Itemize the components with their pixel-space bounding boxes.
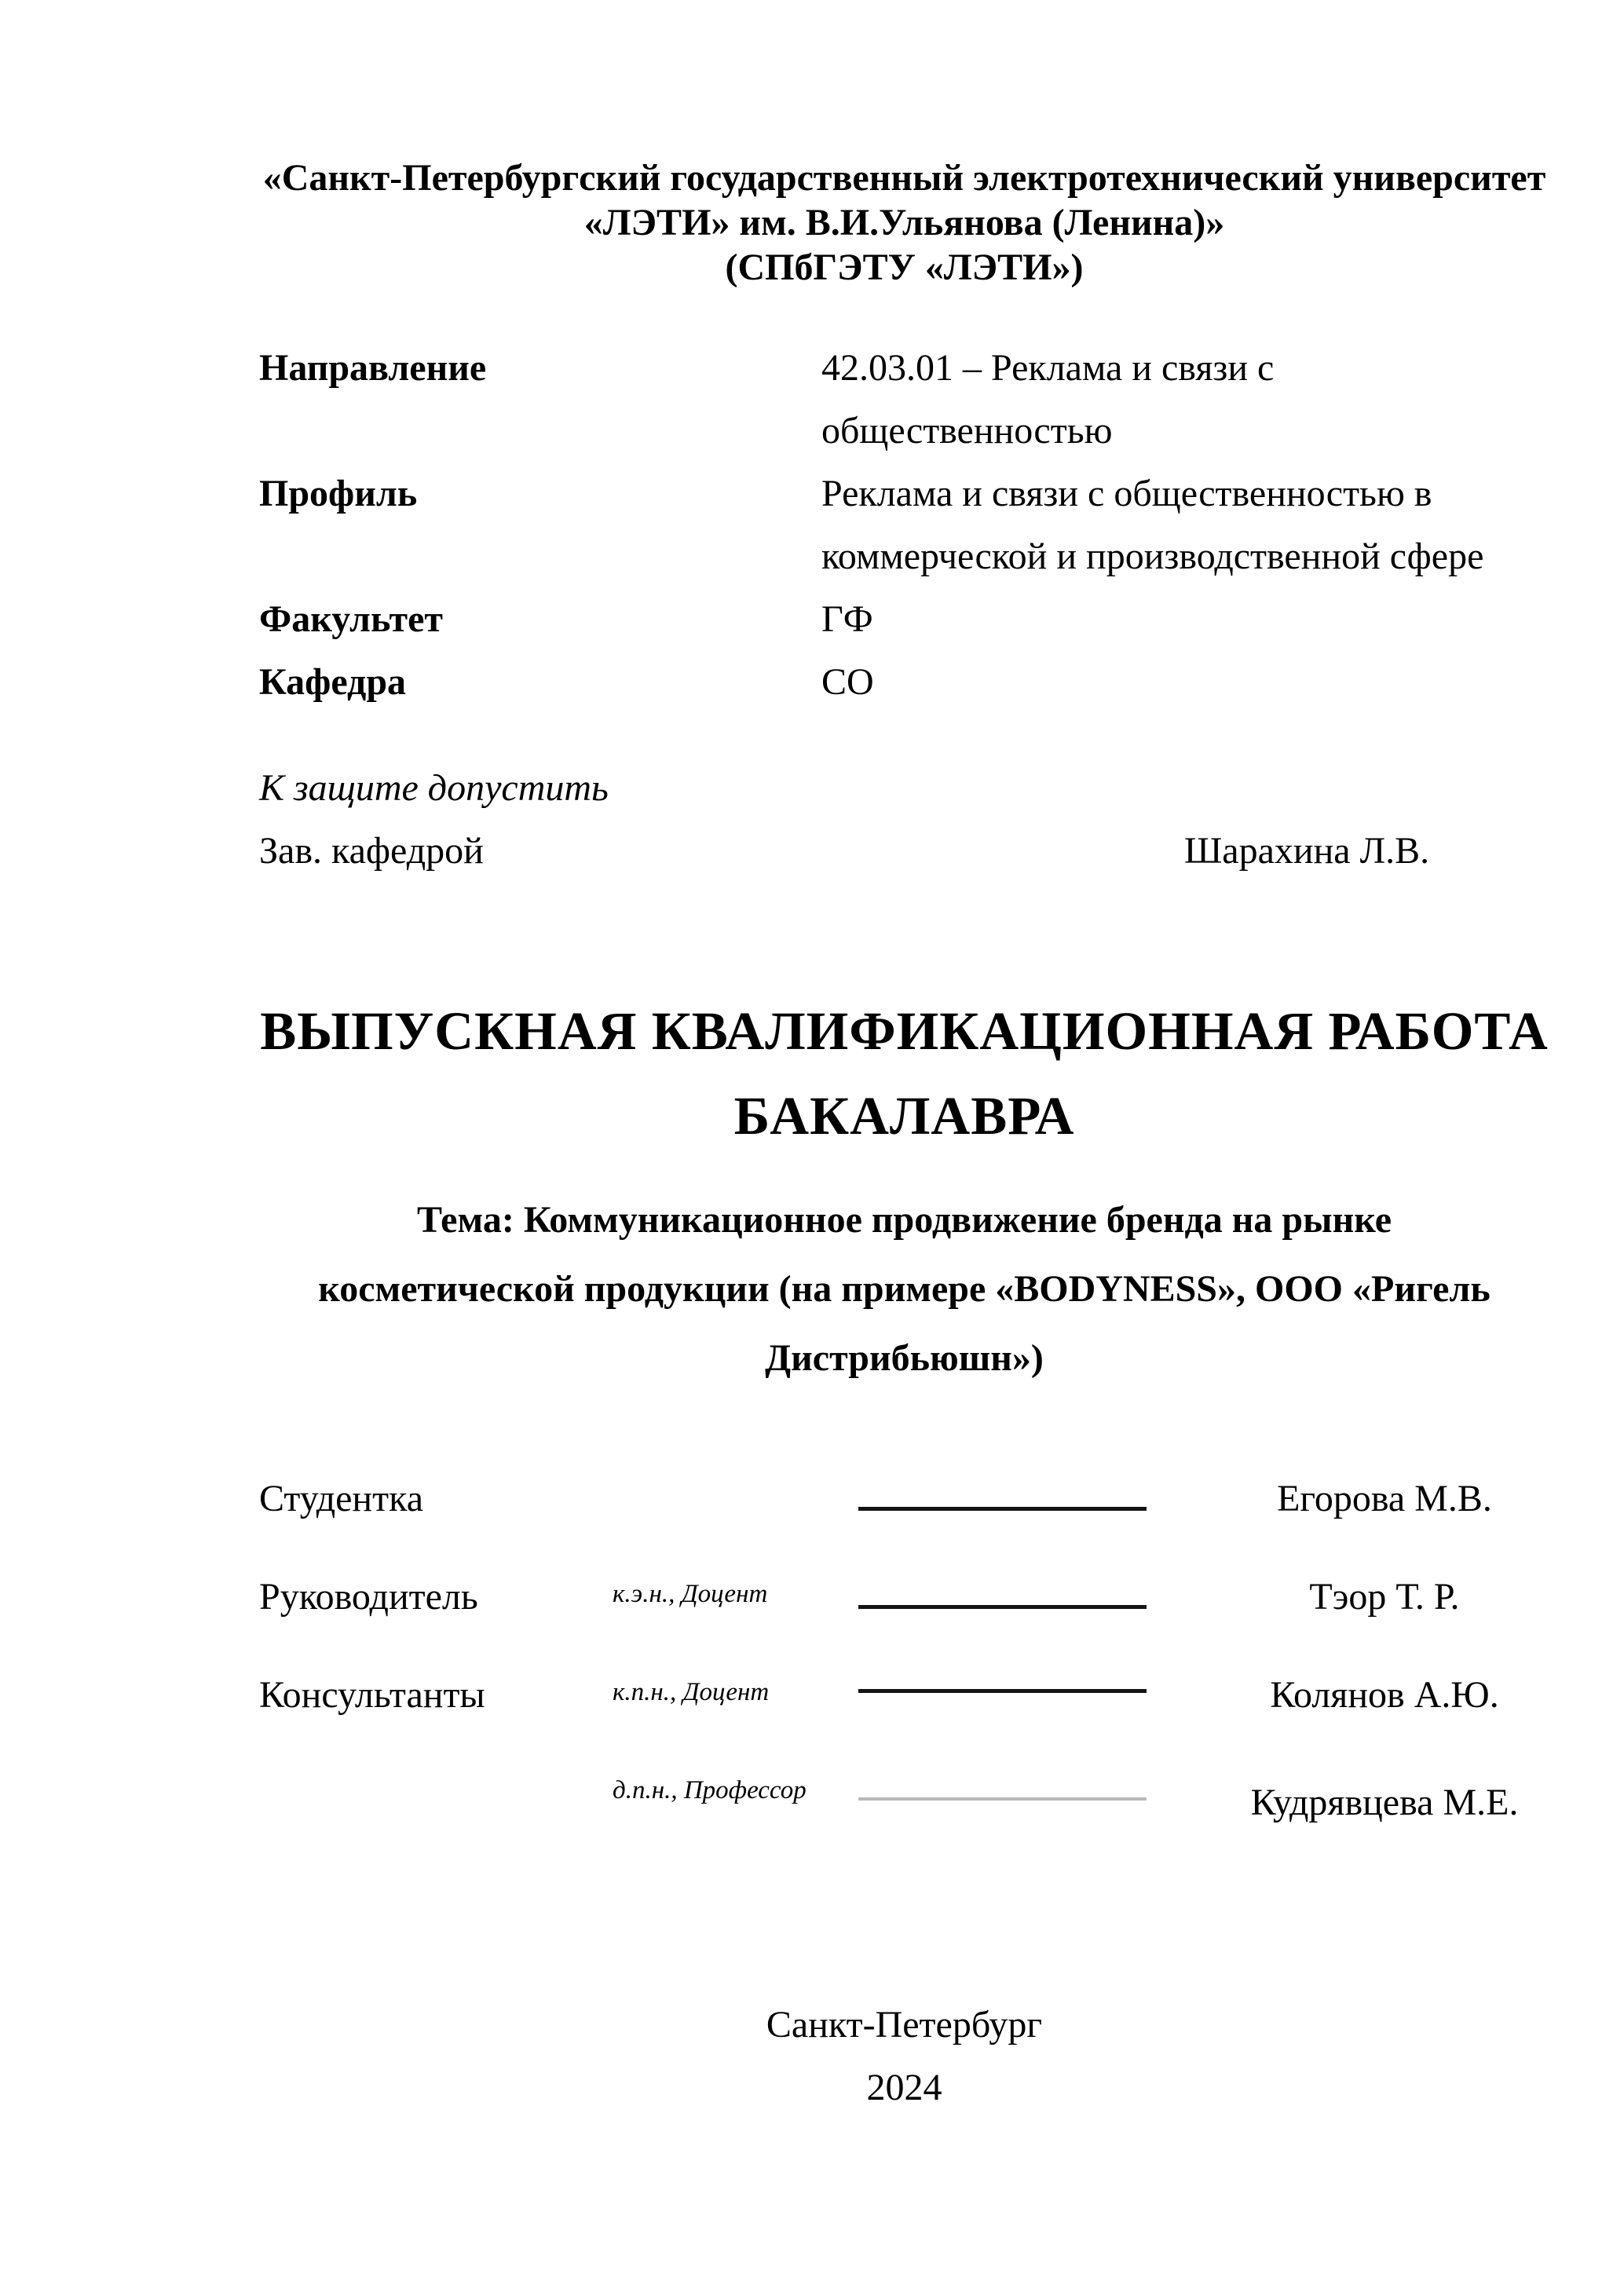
footer-block — [259, 1994, 1549, 2119]
thesis-title-line-2: БАКАЛАВРА — [733, 1086, 1075, 1146]
field-value-profile-line-2: коммерческой и производственной сфере — [821, 536, 1484, 577]
signature-degree-label: к.э.н., Доцент — [613, 1580, 768, 1608]
signature-block — [259, 1475, 1549, 1868]
admission-block — [259, 757, 1549, 883]
signature-row-consultant-2 — [259, 1770, 1549, 1868]
field-row-profile — [259, 462, 1549, 525]
thesis-theme-line-1: Тема: Коммуникационное продвижение бренда на рынке — [416, 1199, 1392, 1241]
signature-degree-label: к.п.н., Доцент — [613, 1678, 770, 1706]
signature-name: Кудрявцева М.Е. — [1250, 1782, 1519, 1823]
field-label-direction: Направление — [259, 347, 487, 389]
admission-phrase: К защите допустить — [259, 767, 609, 809]
department-head-label: Зав. кафедрой — [259, 830, 484, 872]
signature-line — [858, 1605, 1147, 1609]
department-head-name: Шарахина Л.В. — [1183, 830, 1430, 872]
university-header — [259, 155, 1549, 290]
university-header-line-3: (СПбГЭТУ «ЛЭТИ») — [725, 247, 1084, 288]
field-label-spacer — [259, 525, 821, 588]
thesis-title-line-1: ВЫПУСКНАЯ КВАЛИФИКАЦИОННАЯ РАБОТА — [260, 1001, 1549, 1061]
university-header-line-1: «Санкт-Петербургский государственный электротехнический университет — [262, 157, 1546, 199]
field-value-direction-line-1: 42.03.01 – Реклама и связи с — [821, 347, 1275, 389]
signature-name: Колянов А.Ю. — [1270, 1674, 1499, 1716]
field-row-profile-wrap — [259, 525, 1549, 588]
signature-degree-label: д.п.н., Профессор — [613, 1776, 807, 1804]
field-label-faculty: Факультет — [259, 598, 443, 640]
thesis-title — [259, 989, 1549, 1158]
thesis-theme — [259, 1186, 1549, 1393]
field-row-direction — [259, 337, 1549, 400]
university-header-line-2: «ЛЭТИ» им. В.И.Ульянова (Ленина)» — [583, 202, 1225, 243]
field-label-profile: Профиль — [259, 473, 418, 514]
thesis-theme-line-3: Дистрибьюшн») — [765, 1337, 1044, 1379]
program-fields — [259, 337, 1549, 714]
field-value-direction-line-2: общественностью — [821, 410, 1113, 452]
signature-role-label: Руководитель — [259, 1576, 478, 1618]
signature-row-student — [259, 1475, 1549, 1574]
footer-city: Санкт-Петербург — [766, 2004, 1043, 2046]
field-row-direction-wrap — [259, 400, 1549, 462]
field-label-spacer — [259, 400, 821, 462]
field-label-department: Кафедра — [259, 661, 407, 703]
field-value-faculty: ГФ — [821, 598, 873, 640]
signature-line — [858, 1689, 1147, 1693]
signature-name: Егорова М.В. — [1277, 1478, 1492, 1519]
signature-row-consultant-1 — [259, 1672, 1549, 1770]
field-row-department — [259, 651, 1549, 714]
thesis-theme-line-2: косметической продукции (на примере «BODYNESS», ООО «Ригель — [318, 1268, 1490, 1310]
footer-year: 2024 — [866, 2067, 942, 2108]
signature-role-label: Консультанты — [259, 1674, 485, 1716]
signature-row-supervisor — [259, 1574, 1549, 1672]
field-value-profile-line-1: Реклама и связи с общественностью в — [821, 473, 1432, 514]
signature-role-label: Студентка — [259, 1478, 423, 1519]
department-head-row — [259, 820, 1549, 883]
signature-line — [858, 1507, 1147, 1511]
field-row-faculty — [259, 588, 1549, 651]
field-value-department: СО — [821, 661, 874, 703]
signature-line — [858, 1797, 1147, 1801]
signature-name: Тэор Т. Р. — [1309, 1576, 1460, 1618]
